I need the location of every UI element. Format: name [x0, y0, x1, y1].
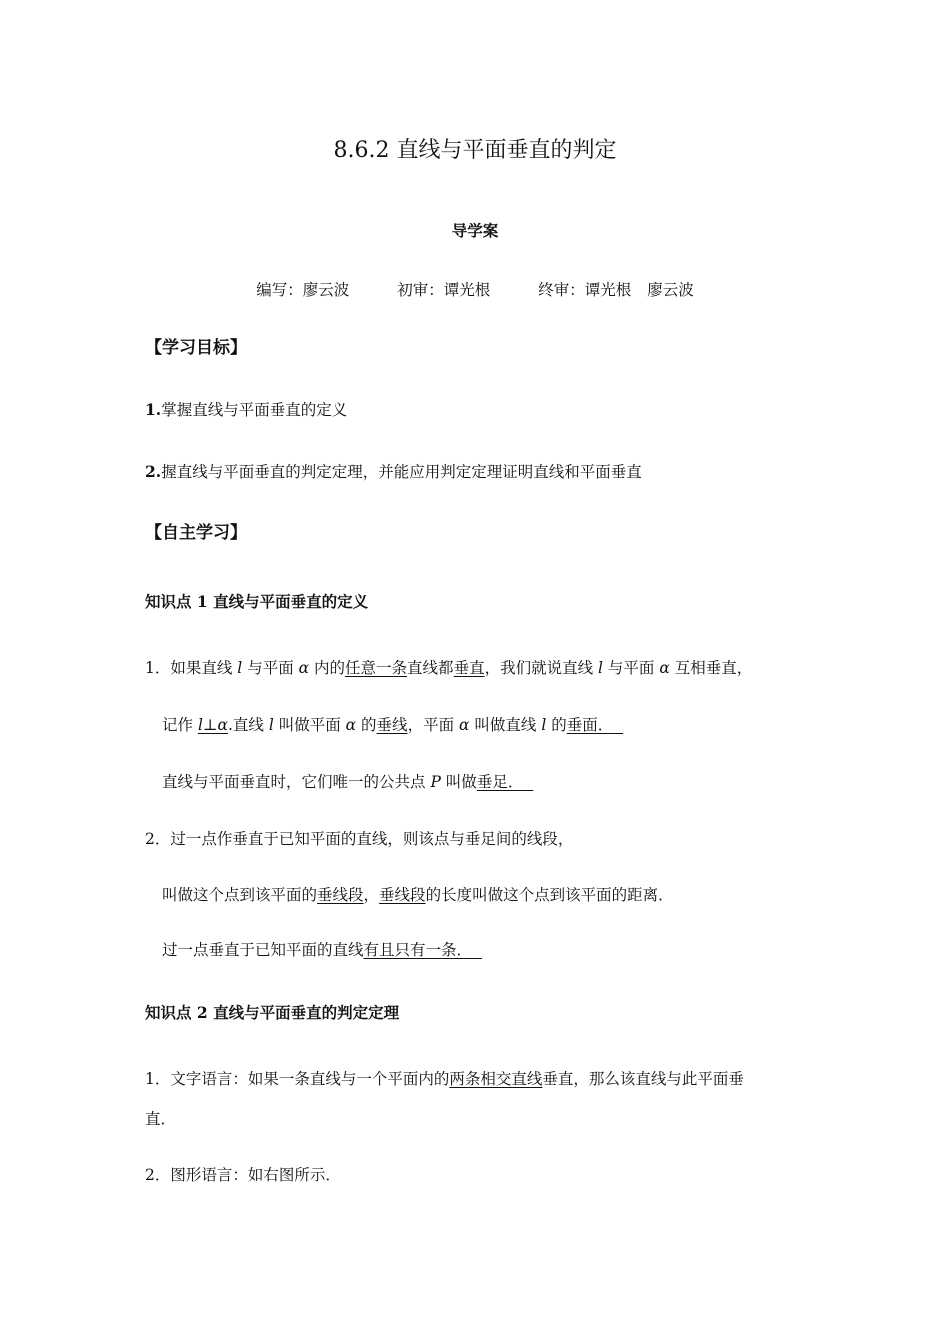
text-run: 过一点垂直于已知平面的直线 [162, 941, 364, 959]
editor-name: 廖云波 [302, 281, 350, 299]
goal-item-text: 握直线与平面垂直的判定定理，并能应用判定定理证明直线和平面垂直 [161, 463, 642, 481]
var-alpha: α [345, 716, 357, 734]
knowledge-point-2-title: 知识点 2 直线与平面垂直的判定定理 [145, 1003, 400, 1022]
text-run: 内的 [309, 659, 346, 677]
var-l: l [541, 716, 547, 734]
underlined-notation: l⊥α [197, 716, 228, 734]
goal-item-number: 1. [145, 400, 162, 419]
page-subtitle: 导学案 [451, 221, 499, 240]
var-alpha: α [659, 659, 670, 677]
underlined-answer: 垂线段 [317, 886, 364, 904]
text-run: ，平面 [407, 716, 459, 734]
text-run: 的长度叫做这个点到该平面的距离． [425, 886, 674, 904]
text-run: 垂直，那么该直线与此平面垂 [542, 1070, 744, 1088]
text-run: .直线 [227, 716, 269, 734]
first-review-name: 谭光根 [443, 281, 491, 299]
var-l: l [237, 659, 243, 677]
kp2-line-2: 2．图形语言：如右图所示． [145, 1166, 341, 1184]
text-run: 与平面 [602, 659, 660, 677]
text-run: 直线与平面垂直时，它们唯一的公共点 [162, 773, 431, 791]
underlined-answer: 有且只有一条． [363, 941, 473, 959]
var-l: l [268, 716, 274, 734]
var-alpha: α [459, 716, 470, 734]
goal-item-text: 掌握直线与平面垂直的定义 [161, 401, 348, 419]
goal-item-number: 2. [145, 462, 162, 481]
text-run: 叫做 [440, 773, 477, 791]
kp2-line-1-cont: 直． [145, 1110, 177, 1128]
final-review-name-2: 廖云波 [647, 281, 694, 299]
self-study-heading: 【自主学习】 [145, 523, 247, 543]
var-alpha: α [298, 659, 310, 677]
kp1-line-5 [162, 884, 810, 906]
text-run: 1．文字语言：如果一条直线与一个平面内的 [145, 1070, 450, 1088]
underlined-answer: 任意一条 [345, 659, 408, 677]
text-run: 1．如果直线 [145, 659, 238, 677]
kp1-line-1 [145, 657, 810, 679]
text-run: 记作 [162, 716, 198, 734]
text-run: ， [363, 886, 380, 904]
text-run: ，我们就说直线 [484, 659, 599, 677]
page-title: 8.6.2 直线与平面垂直的判定 [333, 138, 617, 163]
kp1-line-3 [162, 771, 810, 793]
underlined-answer: 垂线 [376, 716, 408, 734]
underlined-answer: 垂足． [476, 773, 524, 791]
editor-label: 编写： [256, 281, 303, 299]
kp2-line-1 [145, 1068, 810, 1090]
underlined-answer: 垂线段 [379, 886, 426, 904]
kp1-line-2 [162, 714, 810, 736]
text-run: 叫做平面 [273, 716, 346, 734]
underlined-answer: 垂面． [566, 716, 614, 734]
goal-item-2 [145, 461, 810, 483]
kp1-line-6 [162, 939, 810, 961]
first-review-label: 初审： [397, 281, 444, 299]
knowledge-point-1-title: 知识点 1 直线与平面垂直的定义 [145, 592, 369, 611]
goals-heading: 【学习目标】 [145, 338, 247, 358]
text-run: 叫做直线 [469, 716, 542, 734]
goal-item-1 [145, 399, 810, 421]
text-run: 与平面 [242, 659, 299, 677]
final-review-label: 终审： [538, 281, 585, 299]
text-run: 互相垂直， [669, 659, 753, 677]
underlined-answer: 两条相交直线 [449, 1070, 543, 1088]
text-run: 叫做这个点到该平面的 [162, 886, 318, 904]
final-review-name-1: 谭光根 [584, 281, 632, 299]
text-run: 的 [356, 716, 377, 734]
text-run: 直线都 [407, 659, 454, 677]
authors-line [0, 279, 950, 301]
kp1-line-4: 2．过一点作垂直于已知平面的直线，则该点与垂足间的线段， [145, 830, 574, 848]
text-run: 的 [546, 716, 567, 734]
underlined-answer: 垂直 [453, 659, 485, 677]
var-l: l [598, 659, 603, 677]
var-p: P [430, 773, 441, 791]
